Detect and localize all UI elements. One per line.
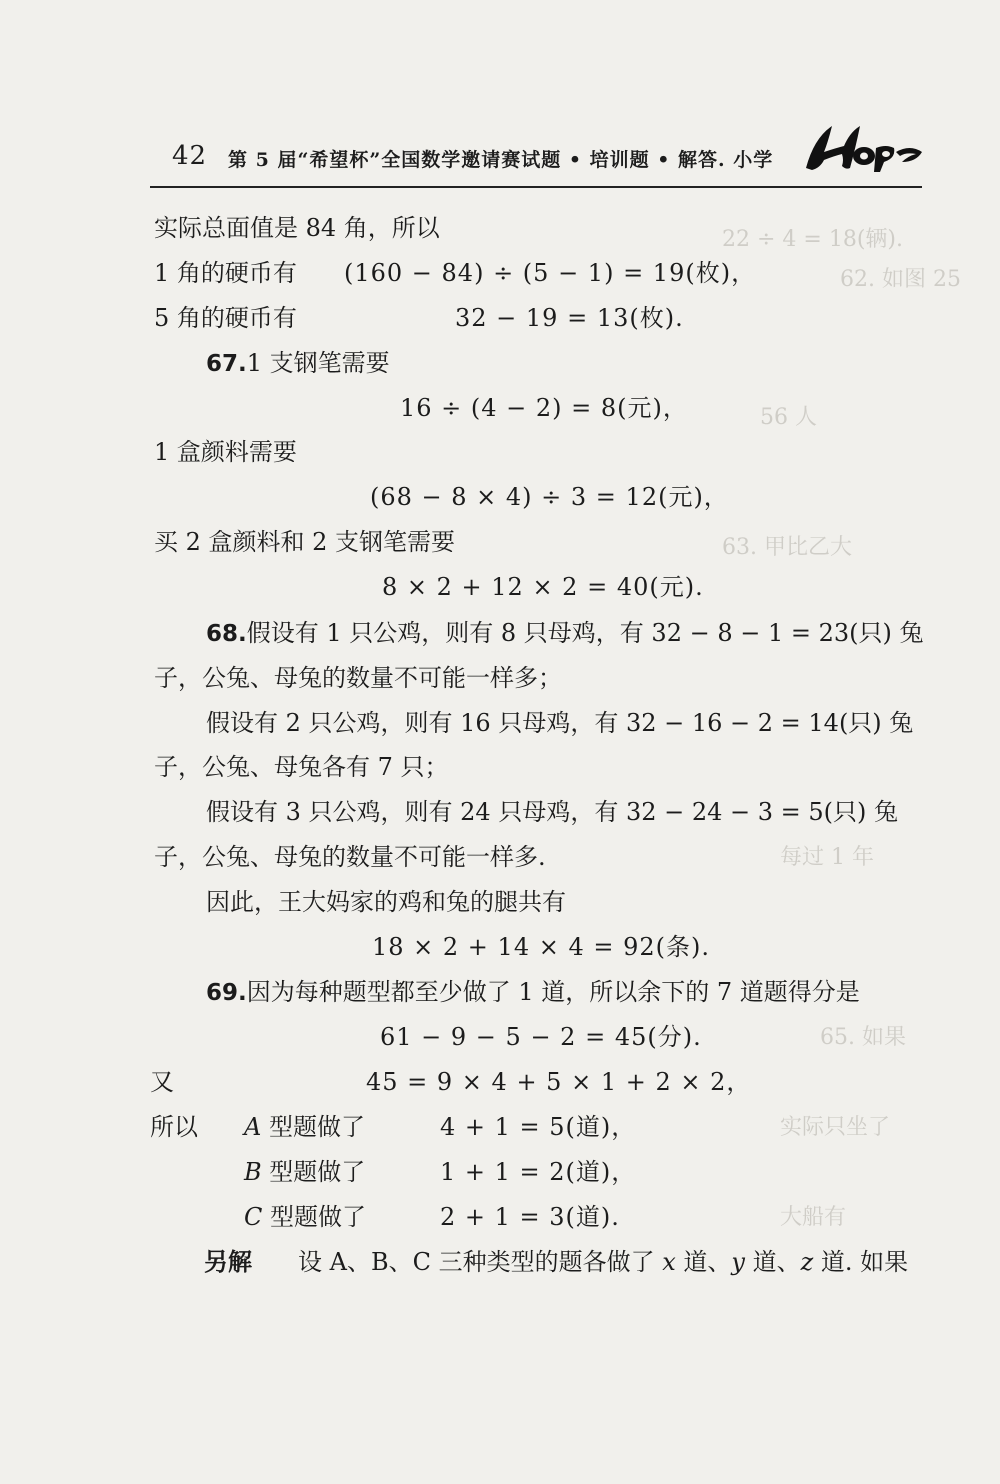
equation: (160 − 84) ÷ (5 − 1) = 19(枚)， <box>344 259 757 287</box>
text-line: 1 角的硬币有 <box>154 259 297 287</box>
text-line: 道、 <box>675 1248 732 1276</box>
answer-label <box>244 1157 365 1187</box>
text-line: 型题做了 <box>262 1203 367 1231</box>
text-line: 子，公兔、母兔的数量不可能一样多. <box>154 843 546 871</box>
header-rule <box>150 186 922 188</box>
bleed-through-text: 56 人 <box>760 405 817 430</box>
text-line: 因为每种题型都至少做了 1 道，所以余下的 7 道题得分是 <box>246 978 860 1006</box>
bleed-through-text: 62. 如图 25 <box>840 267 961 292</box>
equation: (68 − 8 × 4) ÷ 3 = 12(元)， <box>370 483 729 511</box>
running-header: 第 5 届“希望杯”全国数学邀请赛试题 • 培训题 • 解答. 小学 <box>228 149 774 171</box>
bleed-through-text: 22 ÷ 4 = 18(辆). <box>722 227 903 252</box>
text-line: 又 <box>150 1068 174 1096</box>
variable: B <box>244 1158 262 1186</box>
text-line: 买 2 盒颜料和 2 支钢笔需要 <box>154 528 456 556</box>
equation: 61 − 9 − 5 − 2 = 45(分). <box>380 1023 702 1051</box>
alt-solution-text <box>298 1247 908 1277</box>
variable: y <box>731 1248 745 1276</box>
text-line: 子，公兔、母兔的数量不可能一样多； <box>154 664 562 692</box>
bleed-through-text: 每过 1 年 <box>780 845 874 870</box>
equation: 16 ÷ (4 − 2) = 8(元)， <box>400 394 688 422</box>
text-line: 5 角的硬币有 <box>154 304 297 332</box>
problem-number: 69. <box>206 980 247 1006</box>
text-line: 因此，王大妈家的鸡和兔的腿共有 <box>206 888 566 916</box>
text-line: 型题做了 <box>261 1158 366 1186</box>
variable: x <box>662 1248 676 1276</box>
answer-label <box>244 1202 366 1232</box>
variable: z <box>800 1248 814 1276</box>
text-line: 子，公兔、母兔各有 7 只； <box>154 753 449 781</box>
equation: 4 + 1 = 5(道)， <box>440 1113 637 1141</box>
bleed-through-text: 实际只坐了 <box>780 1115 891 1140</box>
text-line: 假设有 1 只公鸡，则有 8 只母鸡，有 32 − 8 − 1 = 23(只) 兔 <box>246 619 924 647</box>
problem-68 <box>206 618 924 649</box>
answer-label <box>244 1112 365 1142</box>
bleed-through-text: 63. 甲比乙大 <box>722 535 852 560</box>
bleed-through-text: 大船有 <box>780 1205 847 1230</box>
equation: 8 × 2 + 12 × 2 = 40(元). <box>382 573 704 601</box>
text-line: 所以 <box>150 1113 198 1141</box>
problem-number: 67. <box>206 351 247 377</box>
problem-69 <box>206 977 860 1008</box>
text-line: 道、 <box>744 1248 801 1276</box>
text-line: 1 盒颜料需要 <box>154 438 297 466</box>
problem-67 <box>206 348 390 379</box>
alt-solution-label <box>204 1247 252 1277</box>
text-line: 道. 如果 <box>813 1248 909 1276</box>
equation: 45 = 9 × 4 + 5 × 1 + 2 × 2， <box>366 1068 752 1096</box>
bleed-through-text: 65. 如果 <box>820 1025 906 1050</box>
text-line: 设 A、B、C 三种类型的题各做了 <box>298 1248 663 1276</box>
text-line: 实际总面值是 84 角，所以 <box>154 214 440 242</box>
alt-label: 另解 <box>204 1247 252 1276</box>
problem-number: 68. <box>206 621 247 647</box>
text-line: 型题做了 <box>261 1113 365 1141</box>
equation: 1 + 1 = 2(道)， <box>440 1158 637 1186</box>
equation: 32 − 19 = 13(枚). <box>455 304 684 332</box>
text-line: 1 支钢笔需要 <box>246 349 390 377</box>
page-number: 42 <box>172 141 208 171</box>
equation: 2 + 1 = 3(道). <box>440 1203 620 1231</box>
equation: 18 × 2 + 14 × 4 = 92(条). <box>372 933 710 961</box>
variable: C <box>244 1203 263 1231</box>
text-line: 假设有 3 只公鸡，则有 24 只母鸡，有 32 − 24 − 3 = 5(只) 兔 <box>206 798 899 826</box>
hope-logo-icon <box>798 118 928 178</box>
text-line: 假设有 2 只公鸡，则有 16 只母鸡，有 32 − 16 − 2 = 14(只) 兔 <box>206 709 914 737</box>
variable: A <box>244 1113 262 1141</box>
